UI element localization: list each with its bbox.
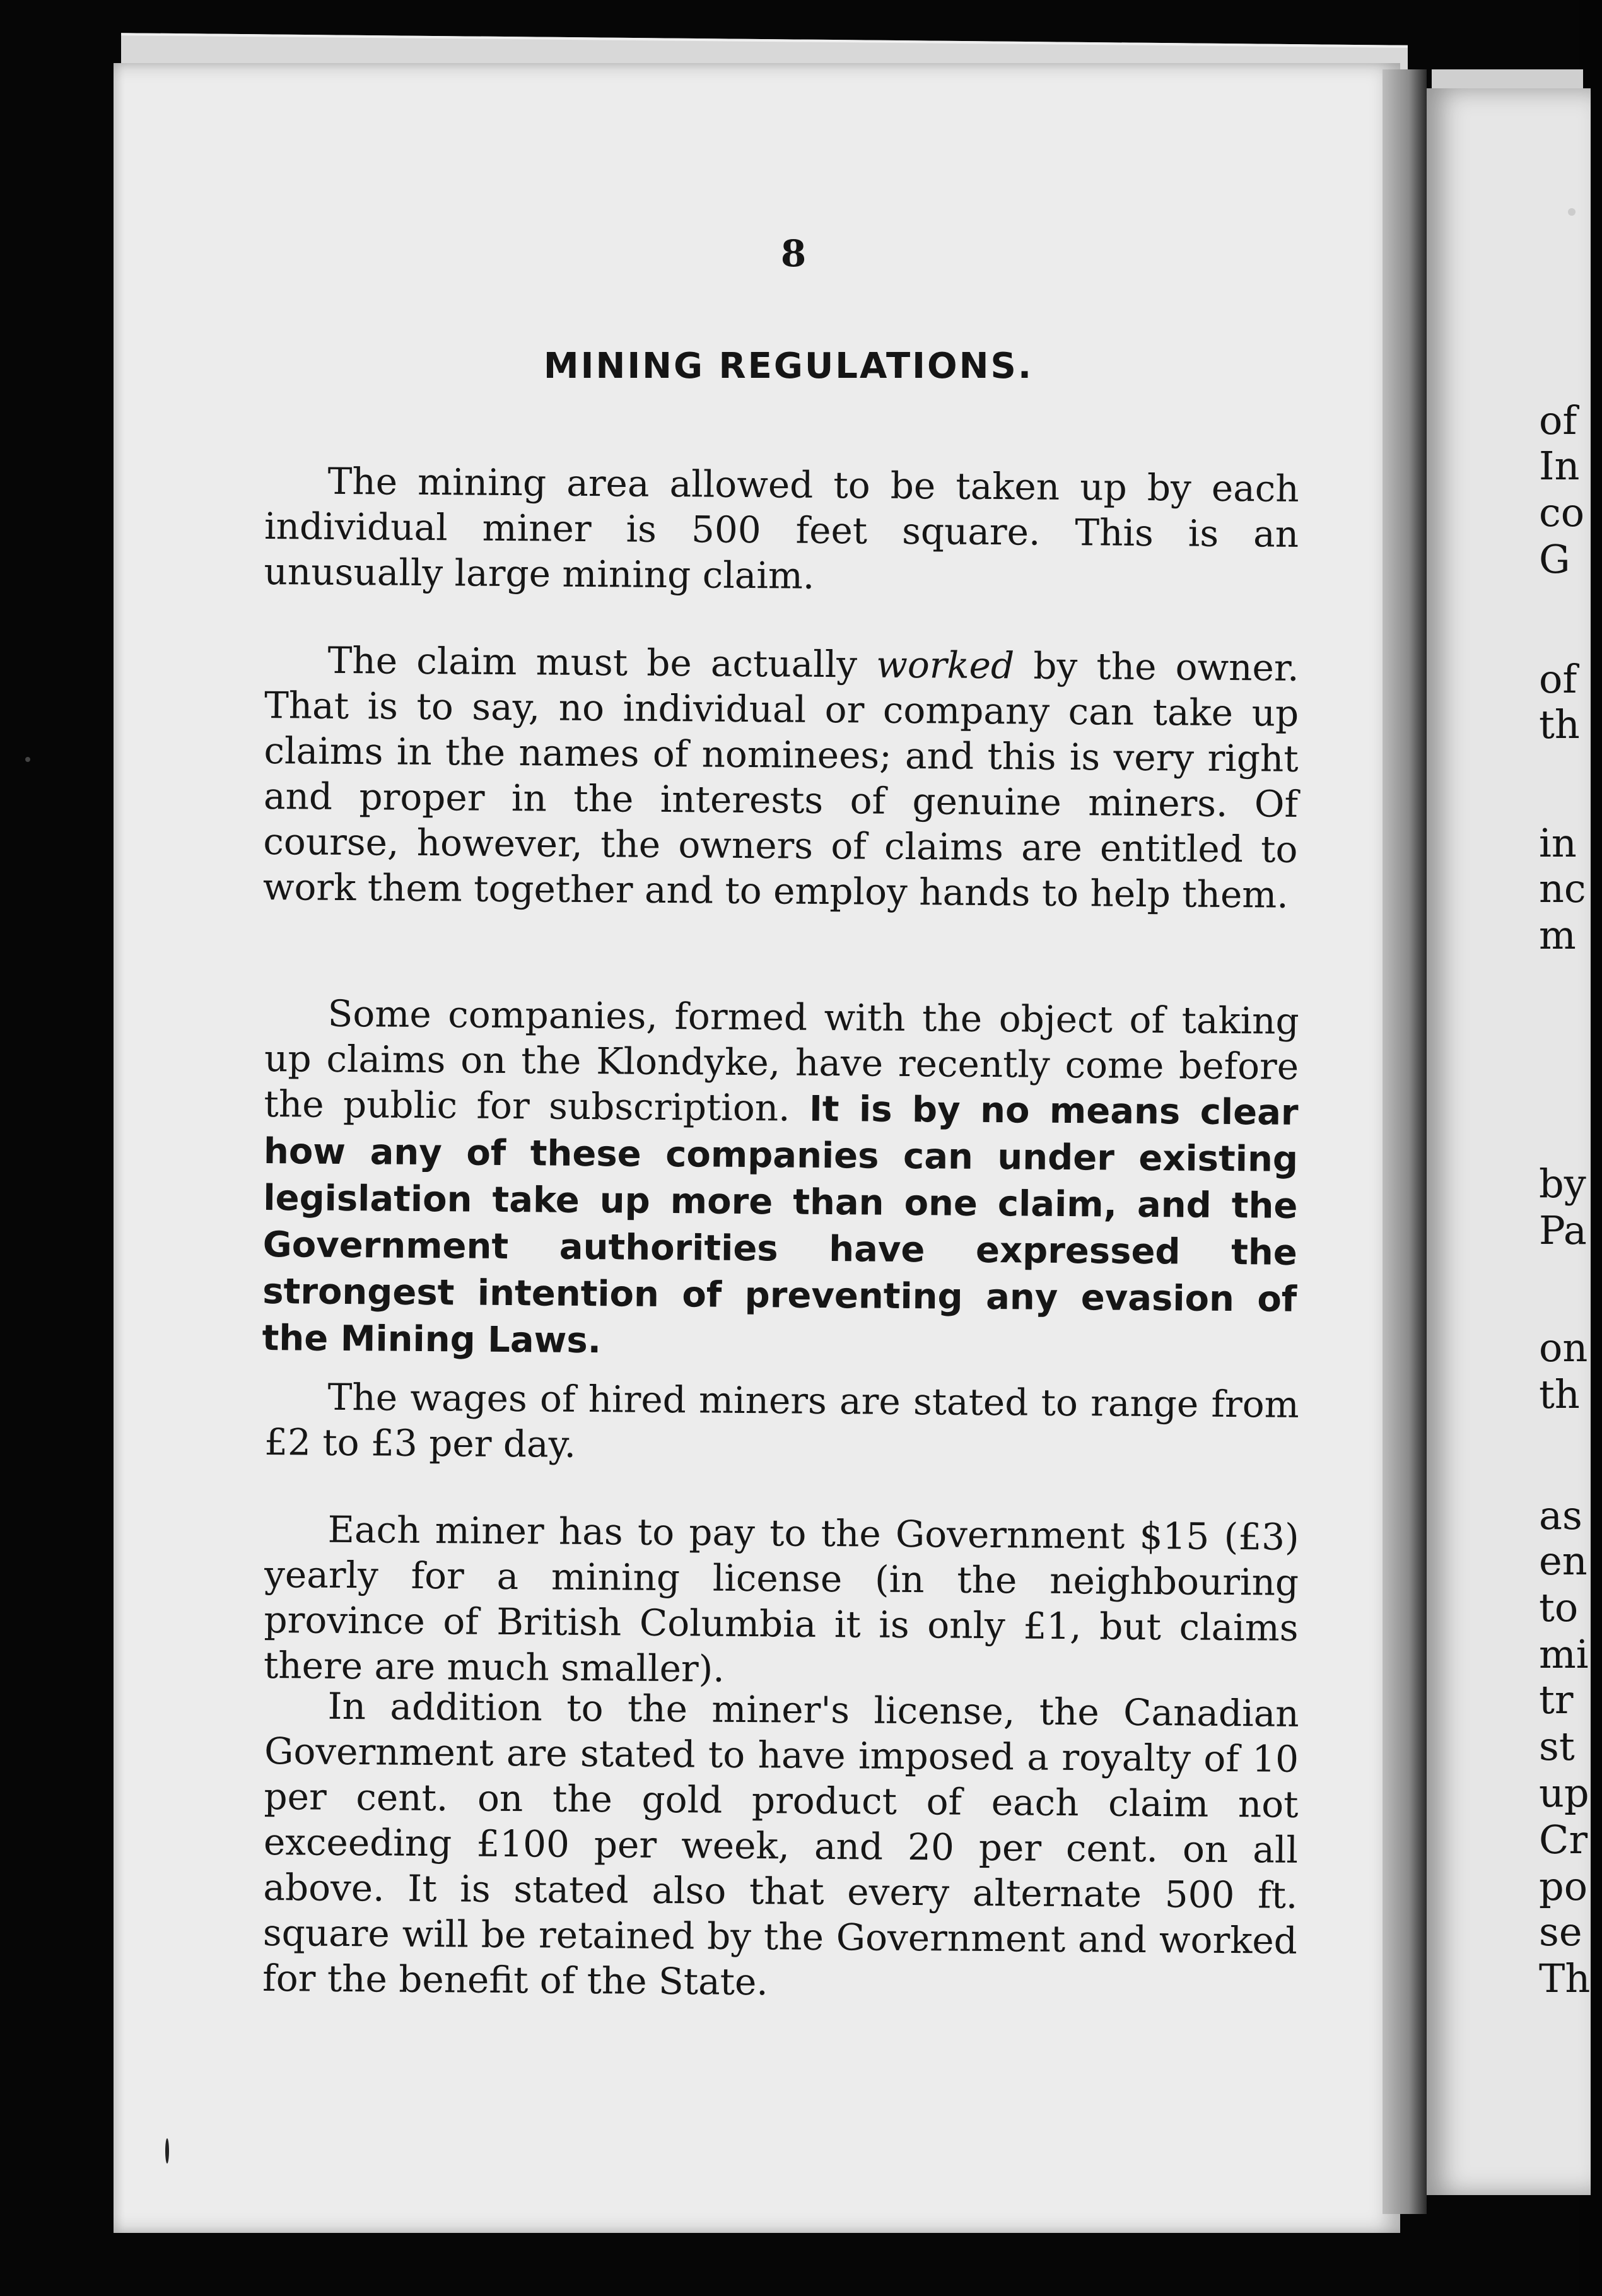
facing-fragment: up — [1539, 1770, 1589, 1816]
facing-page-text — [1539, 0, 1602, 2296]
facing-fragment: Cr — [1539, 1817, 1588, 1863]
facing-fragment: to — [1539, 1584, 1579, 1631]
book-gutter — [1383, 69, 1427, 2214]
paragraph-claim-size: The mining area allowed to be taken up by each individual miner is 500 feet square. This is an unusually large mining claim. — [264, 459, 1299, 597]
paragraph-companies — [262, 990, 1299, 1369]
facing-fragment: in — [1539, 820, 1577, 866]
section-heading: MINING REGULATIONS. — [543, 346, 1034, 387]
facing-fragment: co — [1539, 489, 1585, 536]
facing-fragment: st — [1539, 1723, 1575, 1769]
paragraph-wages: The wages of hired miners are stated to range from £2 to £3 per day. — [264, 1375, 1299, 1466]
facing-fragment: mi — [1539, 1631, 1589, 1677]
facing-fragment: Pa — [1539, 1207, 1587, 1253]
facing-fragment: se — [1539, 1909, 1582, 1955]
facing-fragment: G — [1539, 536, 1570, 582]
paragraph-text: Some companies, formed with the object of taking up claims on the Klondyke, have recently come before the public for subscription. — [264, 992, 1299, 1130]
facing-fragment: tr — [1539, 1677, 1574, 1723]
bold-warning: It is by no means clear how any of these companies can under existing legislation take up more than one claim, and the Government authorities have expressed the strongest intention of preventing any evasion of the Mining Laws. — [262, 1088, 1299, 1362]
paragraph-claim-worked — [263, 637, 1299, 918]
facing-fragment: In — [1539, 443, 1580, 489]
facing-fragment: Th — [1539, 1955, 1591, 2001]
facing-fragment: m — [1539, 912, 1576, 958]
facing-fragment: on — [1539, 1325, 1588, 1371]
facing-fragment: by — [1539, 1161, 1586, 1207]
paragraph-text: by the owner. That is to say, no individual or company can take up claims in the names of nominees; and this is very right and proper in the interests of genuine miners. Of course, however, the owners of claims are entitled to work them together and to employ hands to help them. — [262, 644, 1299, 917]
emphasis-worked: worked — [875, 643, 1015, 688]
scan-speck — [25, 757, 30, 762]
scan-speck — [165, 2138, 169, 2164]
scan-speck — [1568, 208, 1576, 216]
facing-fragment: th — [1539, 701, 1580, 747]
facing-fragment: en — [1539, 1538, 1587, 1584]
facing-fragment: po — [1539, 1863, 1588, 1909]
page-number: 8 — [780, 232, 807, 275]
facing-fragment: nc — [1539, 865, 1586, 911]
facing-fragment: as — [1539, 1492, 1582, 1538]
paragraph-royalty: In addition to the miner's license, the Canadian Government are stated to have imposed a royalty of 10 per cent. on the gold product of each claim not exceeding £100 per week, and 20 per cent. on all above. It is stated also that every alternate 500 ft. square will be retained by the Government and worked for the benefit of the State. — [262, 1684, 1299, 2004]
facing-fragment: th — [1539, 1371, 1580, 1417]
facing-fragment: of — [1539, 397, 1577, 443]
paragraph-license: Each miner has to pay to the Government $15 (£3) yearly for a mining license (in the neighbouring province of British Columbia it is only £1, but claims there are much smaller). — [263, 1508, 1299, 1690]
paragraph-text: The claim must be actually — [327, 638, 877, 686]
facing-fragment: of — [1539, 656, 1577, 702]
